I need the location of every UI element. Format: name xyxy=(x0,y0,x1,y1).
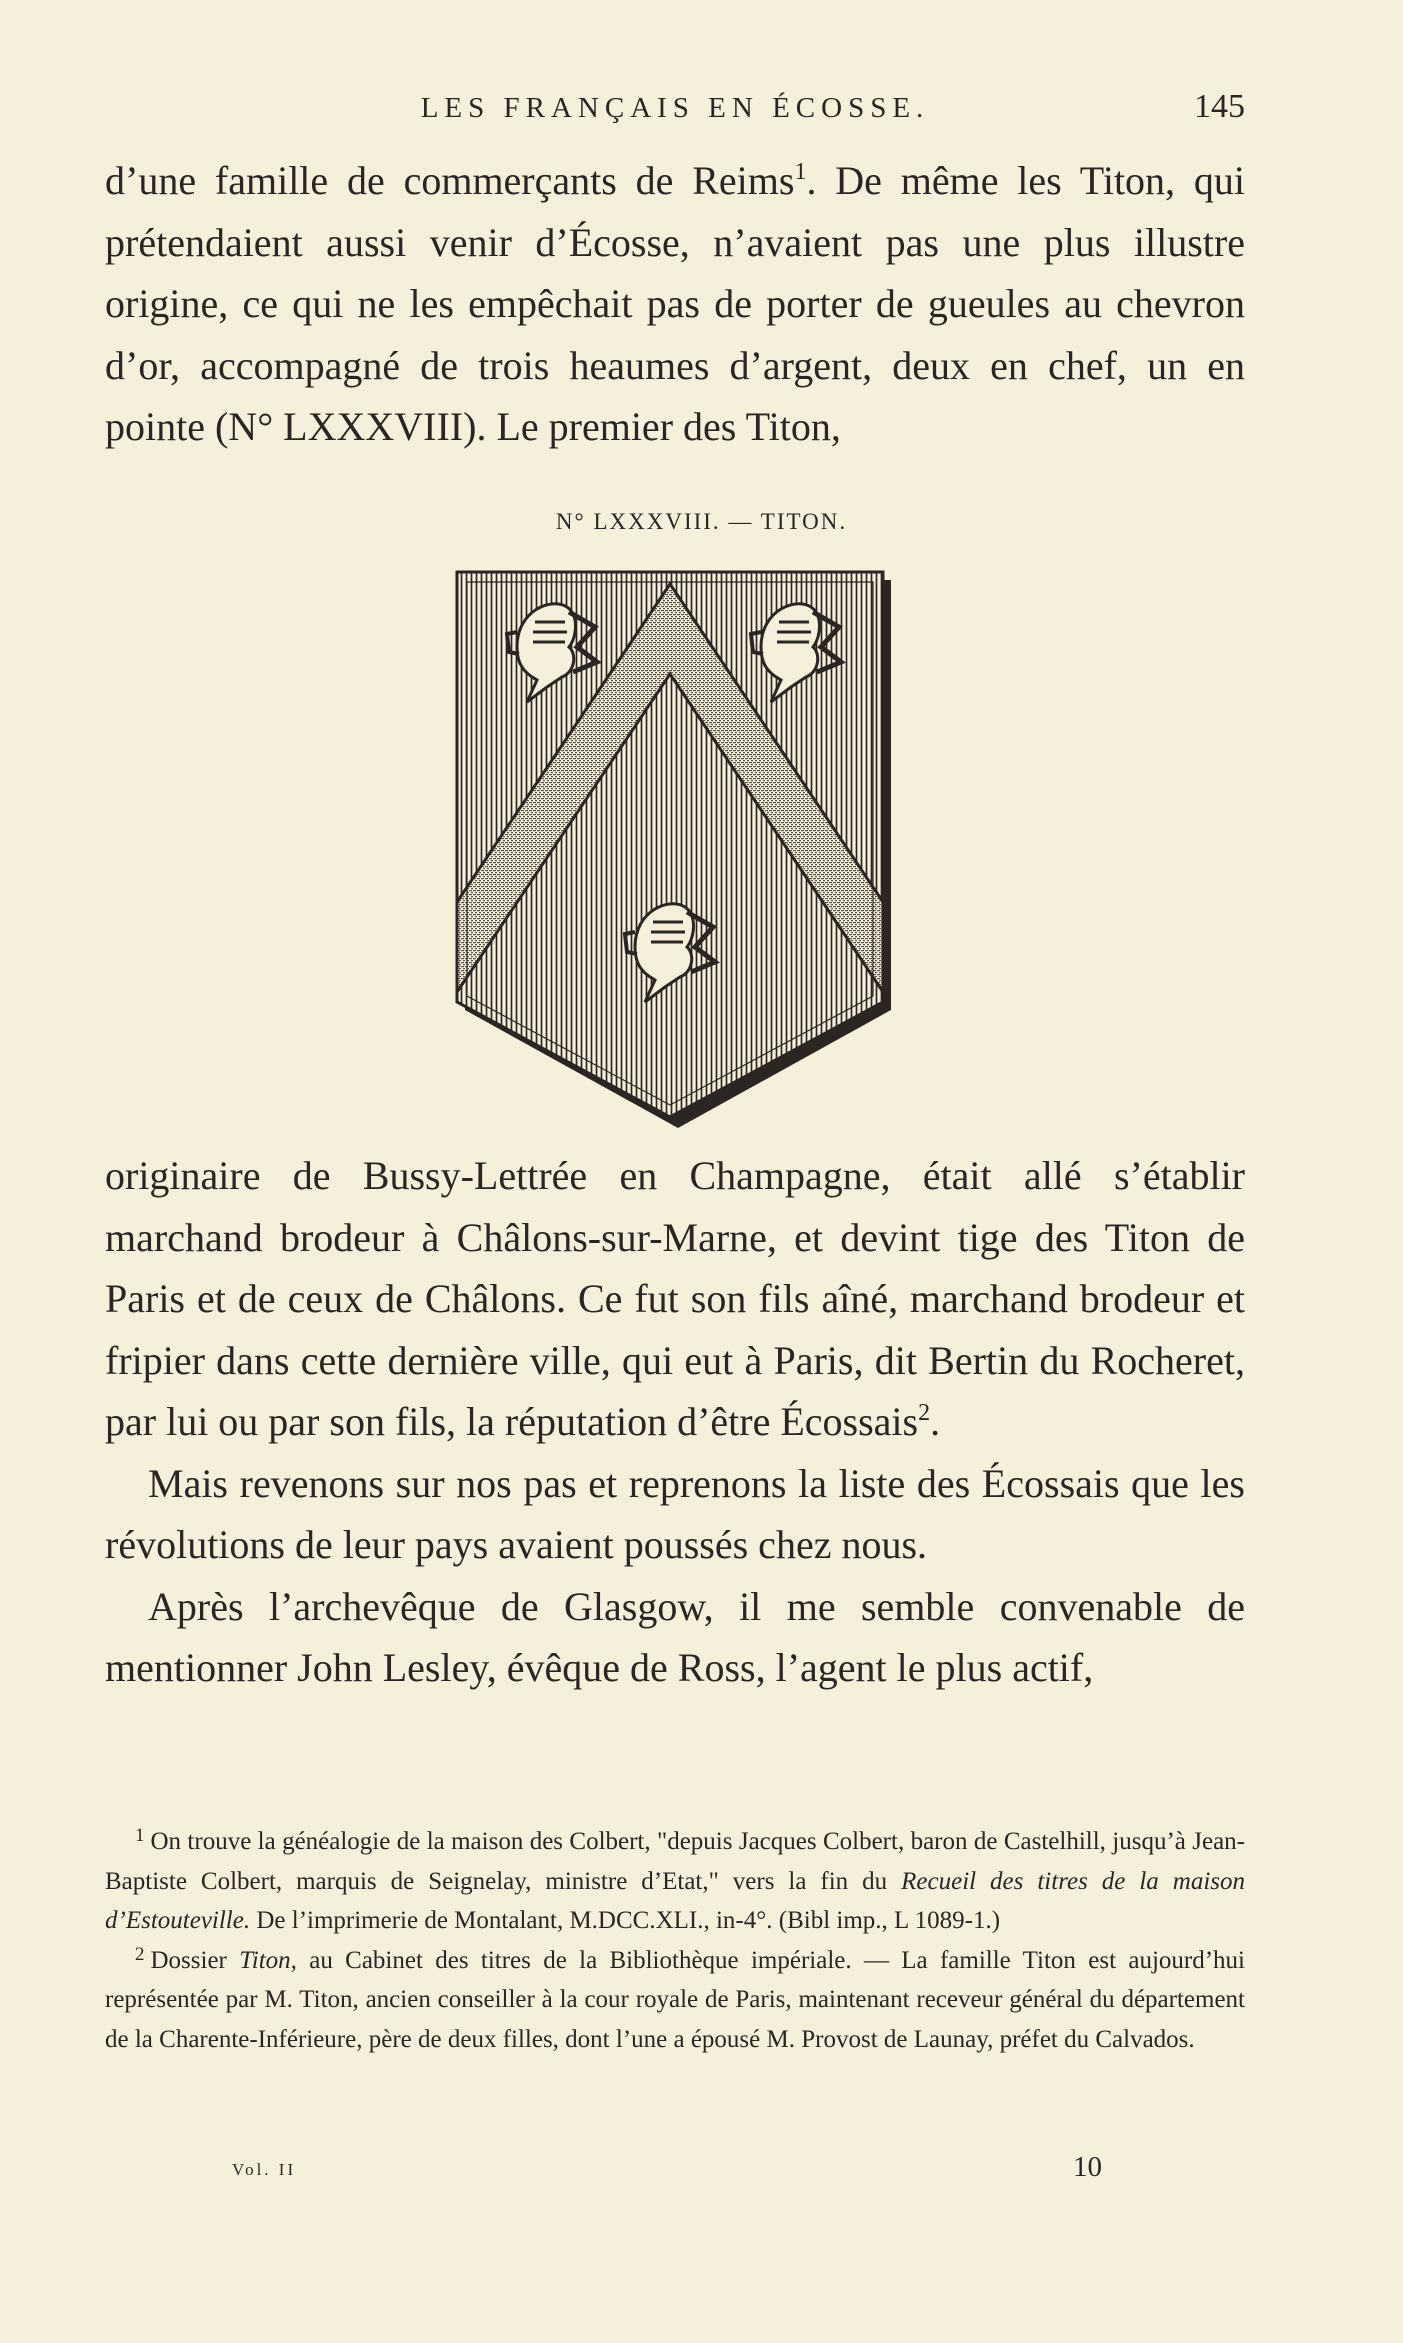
page-header xyxy=(105,88,1245,132)
page-number: 145 xyxy=(1194,88,1245,125)
footnote-2: $^2$ Dossier Titon, au Cabinet des titres de la Bibliothèque impériale. — La famille Titon est aujourd’hui représentée par M. Titon, ancien conseiller à la cour royale de Paris, maintenant receveur général du département de la Charente-Inférieure, père de deux filles, dont l’une a épousé M. Provost de Launay, préfet du Calvados. xyxy=(105,1943,1245,2053)
figure-caption: N° LXXXVIII. — TITON. xyxy=(555,509,848,534)
footnote-2-title: Titon, xyxy=(239,1946,297,1974)
text-before-figure xyxy=(105,150,1245,458)
text-after-figure xyxy=(105,1145,1245,1699)
footnote-2-mark: 2 xyxy=(135,1943,145,1965)
paragraph-3: Après l’archevêque de Glasgow, il me semble convenable de mentionner John Lesley, évêque de Ross, l’agent le plus actif, xyxy=(105,1583,1245,1690)
footnote-ref-1[interactable]: 1 xyxy=(794,159,807,185)
footnote-1-title: Recueil des titres de la maison d’Estouteville. xyxy=(105,1867,1246,1934)
coat-of-arms xyxy=(445,562,895,1134)
footnote-ref-2[interactable]: 2 xyxy=(918,1400,931,1426)
paragraph-1: originaire de Bussy-Lettrée en Champagne, était allé s’établir marchand brodeur à Châlons-sur-Marne, et devint tige des Titon de Paris et de ceux de Châlons. Ce fut son fils aîné, marchand brodeur et fripier dans cette dernière ville, qui eut à Paris, dit Bertin du Rocheret, par lui ou par son fils, la réputation d’être Écossais$^2$. xyxy=(105,1153,1245,1444)
paragraph-continued: d’une famille de commerçants de Reims$^1$. De même les Titon, qui prétendaient aussi venir d’Écosse, n’avaient pas une plus illustre origine, ce qui ne les empêchait pas de porter de gueules au chevron d’or, accompagné de trois heaumes d’argent, deux en chef, un en pointe (N° LXXXVIII). Le premier des Titon, xyxy=(105,158,1245,449)
running-title: LES FRANÇAIS EN ÉCOSSE. xyxy=(420,92,930,124)
footnotes xyxy=(105,1822,1245,2059)
folio: 10 xyxy=(1073,2151,1102,2183)
signature-mark: Vol. II xyxy=(232,2160,297,2179)
paragraph-2: Mais revenons sur nos pas et reprenons la liste des Écossais que les révolutions de leur pays avaient poussés chez nous. xyxy=(105,1460,1245,1567)
footnote-1: $^1$ On trouve la généalogie de la maison des Colbert, "depuis Jacques Colbert, baron de Castelhill, jusqu’à Jean-Baptiste Colbert, marquis de Seignelay, ministre d’Etat," vers la fin du Recueil des titres de la maison d’Estouteville. De l’imprimerie de Montalant, M.DCC.XLI., in-4°. (Bibl imp., L 1089-1.) xyxy=(105,1825,1246,1934)
footnote-1-mark: 1 xyxy=(135,1825,145,1846)
